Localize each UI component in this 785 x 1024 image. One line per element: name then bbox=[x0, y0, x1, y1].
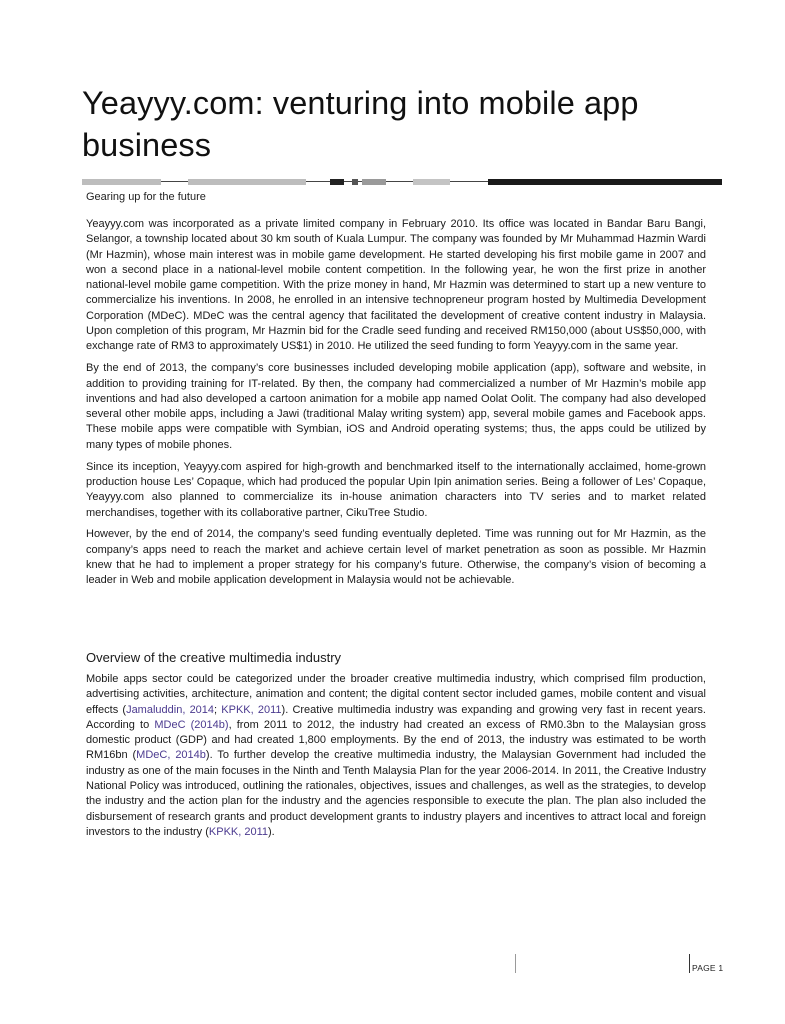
divider-segment bbox=[188, 179, 306, 185]
citation-link[interactable]: MDeC, 2014b bbox=[136, 749, 206, 762]
paragraph: Since its inception, Yeayyy.com aspired for high-growth and benchmarked itself to the internationally acclaimed, home-grown production house Les’ Copaque, which had produced the popular Upin Ipin animation series. Being a follower of Les’ Copaque, Yeayyy.com also planned to commercialize its in-house animation characters into TV series and to market related merchandises, together with its collaborative partner, CikuTree Studio. bbox=[86, 460, 706, 519]
text-run: ). bbox=[268, 825, 275, 838]
divider-segment bbox=[330, 179, 344, 185]
divider-segment bbox=[413, 179, 450, 185]
text-run: ; bbox=[214, 703, 222, 716]
intro-section bbox=[86, 217, 706, 595]
citation-link[interactable]: Jamaluddin, 2014 bbox=[126, 703, 215, 716]
citation-link[interactable]: KPKK, 2011 bbox=[208, 825, 269, 838]
divider-segment bbox=[450, 181, 488, 182]
footer-divider bbox=[515, 954, 516, 973]
text-run: ). To further develop the creative multimedia industry, the Malaysian Government had included the industry as one of the main focuses in the Ninth and Tenth Malaysia Plan for the year 2006-2014. In 2011, the Creative Industry National Policy was introduced, outlining the rationales, objectives, issues and challenges, as well as the strategies, to develop the industry and the action plan for the industry and the agencies responsible to execute the plan. The plan also included the disbursement of research grants and product development grants to industry players and incentives to attract local and foreign investors to the industry ( bbox=[86, 749, 707, 838]
divider-segment bbox=[488, 179, 722, 185]
divider-segment bbox=[82, 179, 161, 185]
paragraph: By the end of 2013, the company’s core businesses included developing mobile application (app), software and website, in addition to providing training for IT-related. By then, the company had commercialized a number of Mr Hazmin’s mobile app inventions and had also developed a cartoon animation for a mobile app named Oolat Oolit. The company had also developed several other mobile apps, including a Jawi (traditional Malay writing system) app, several mobile games and Facebook apps. These mobile apps were compatible with Symbian, iOS and Android operating systems; thus, the apps could be utilized by many types of mobile phones. bbox=[86, 362, 706, 451]
divider-segment bbox=[352, 179, 358, 185]
paragraph: Yeayyy.com was incorporated as a private limited company in February 2010. Its office was located in Bandar Baru Bangi, Selangor, a township located about 30 km south of Kuala Lumpur. The company was founded by Mr Muhammad Hazmin Wardi (Mr Hazmin), whose main interest was in mobile game development. He started developing his first mobile game in 2007 and won a second place in a national-level mobile content competition. In the following year, he won the first prize in another national-level mobile game competition. With the prize money in hand, Mr Hazmin was determined to start up a new venture to commercialize his inventions. In 2008, he enrolled in an intensive technopreneur program hosted by Multimedia Development Corporation (MDeC). MDeC was the central agency that facilitated the development of creative content industry in Malaysia. Upon completion of this program, Mr Hazmin bid for the Cradle seed funding and received RM150,000 (about US$50,000, with exchange rate of RM3 to approximately US$1) in 2010. He utilized the seed funding to form Yeayyy.com in the same year. bbox=[86, 218, 706, 353]
text-run: ). Creative multimedia industry was expanding and growing very fast in recent years. According to bbox=[86, 703, 706, 731]
text-run: , from 2011 to 2012, the industry had created an excess of RM0.3bn to the Malaysian gross domestic product (GDP) and had created 1,800 employments. By the end of 2013, the industry was estimated to be worth RM16bn ( bbox=[86, 718, 707, 762]
section-label: Gearing up for the future bbox=[86, 191, 206, 203]
citation-link[interactable]: KPKK, 2011 bbox=[221, 703, 282, 716]
paragraph: However, by the end of 2014, the company’s seed funding eventually depleted. Time was running out for Mr Hazmin, as the company’s apps need to reach the market and achieve certain level of market penetration as soon as possible. Mr Hazmin knew that he had to implement a proper strategy for his company’s future. Otherwise, the company’s vision of becoming a leader in Web and mobile application development in Malaysia would not be achievable. bbox=[86, 528, 706, 587]
divider-segment bbox=[344, 181, 352, 182]
divider-segment bbox=[161, 181, 188, 182]
overview-section bbox=[86, 672, 706, 847]
page-number: PAGE 1 bbox=[692, 963, 724, 973]
divider-segment bbox=[362, 179, 386, 185]
document-title: Yeayyy.com: venturing into mobile app business bbox=[82, 85, 639, 163]
text-run: Mobile apps sector could be categorized under the broader creative multimedia industry, which comprised film production, advertising activities, architecture, animation and content; the digital content sector included games, mobile content and visual effects ( bbox=[86, 673, 706, 716]
overview-paragraph bbox=[86, 672, 706, 840]
citation-link[interactable]: MDeC (2014b) bbox=[154, 718, 229, 731]
divider-segment bbox=[386, 181, 413, 182]
section-heading: Overview of the creative multimedia industry bbox=[86, 650, 342, 665]
title-divider bbox=[82, 179, 722, 185]
divider-segment bbox=[306, 181, 330, 182]
footer-divider bbox=[689, 954, 690, 973]
